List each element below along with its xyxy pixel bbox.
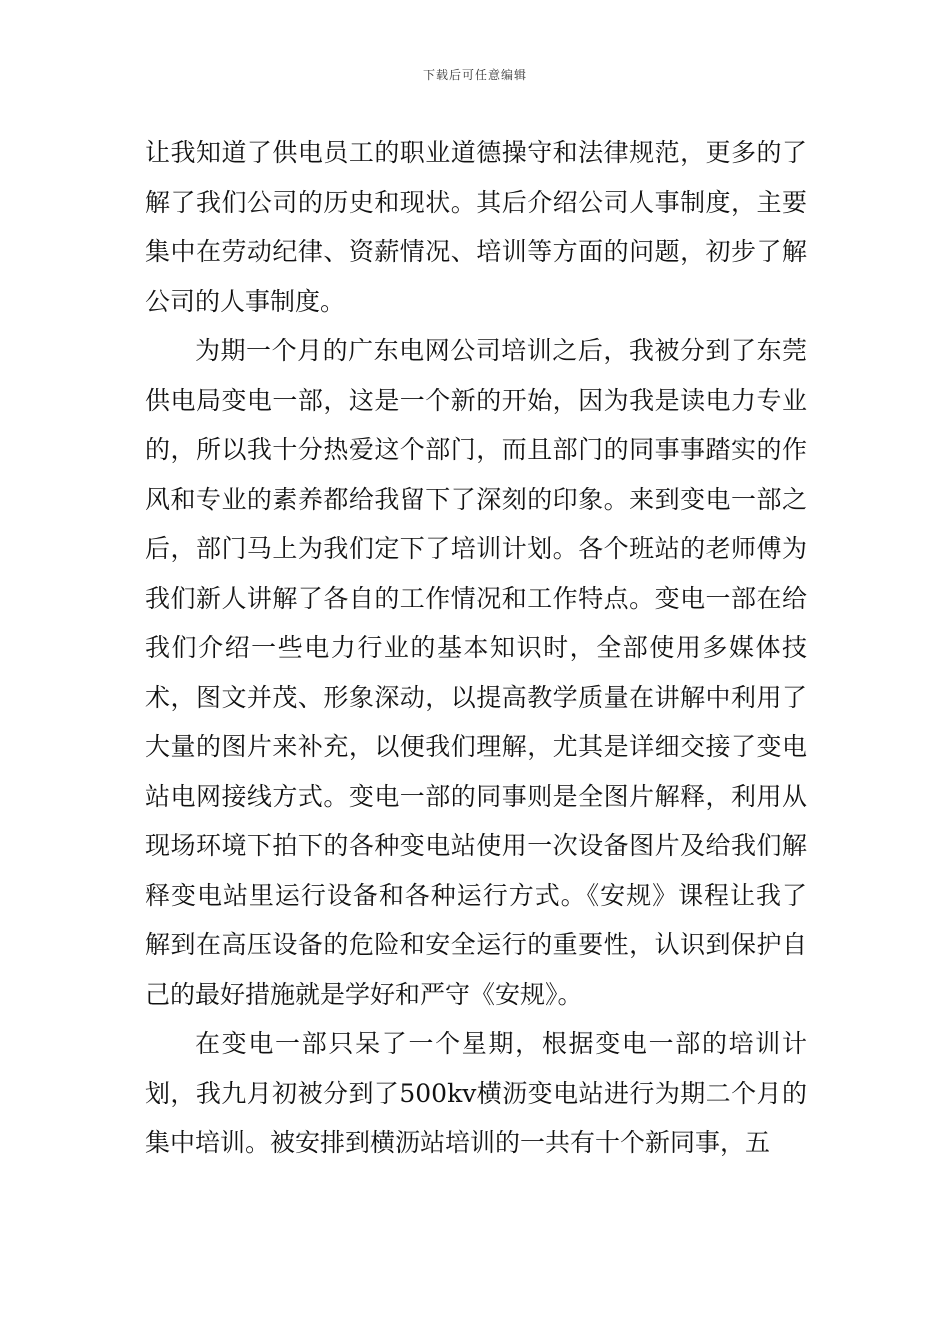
- paragraph-substation-training: 在变电一部只呆了一个星期，根据变电一部的培训计划，我九月初被分到了500kv横沥变电站进行为期二个月的集中培训。被安排到横沥站培训的一共有十个新同事，五: [145, 1029, 807, 1157]
- paragraph-training-department: 为期一个月的广东电网公司培训之后，我被分到了东莞供电局变电一部，这是一个新的开始，因为我是读电力专业的，所以我十分热爱这个部门，而且部门的同事事踏实的作风和专业的素养都给我留下了深刻的印象。来到变电一部之后，部门马上为我们定下了培训计划。各个班站的老师傅为我们新人讲解了各自的工作情况和工作特点。变电一部在给我们介绍一些电力行业的基本知识时，全部使用多媒体技术，图文并茂、形象深动，以提高教学质量在讲解中利用了大量的图片来补充，以便我们理解，尤其是详细交接了变电站电网接线方式。变电一部的同事则是全图片解释，利用从现场环境下拍下的各种变电站使用一次设备图片及给我们解释变电站里运行设备和各种运行方式。《安规》课程让我了解到在高压设备的危险和安全运行的重要性，认识到保护自己的最好措施就是学好和严守《安规》。: [145, 336, 807, 1009]
- document-body: [145, 128, 807, 1168]
- page-header: 下载后可任意编辑: [422, 68, 527, 82]
- paragraph-continuation: 让我知道了供电员工的职业道德操守和法律规范，更多的了解了我们公司的历史和现状。其后介绍公司人事制度，主要集中在劳动纪律、资薪情况、培训等方面的问题，初步了解公司的人事制度。: [145, 138, 807, 316]
